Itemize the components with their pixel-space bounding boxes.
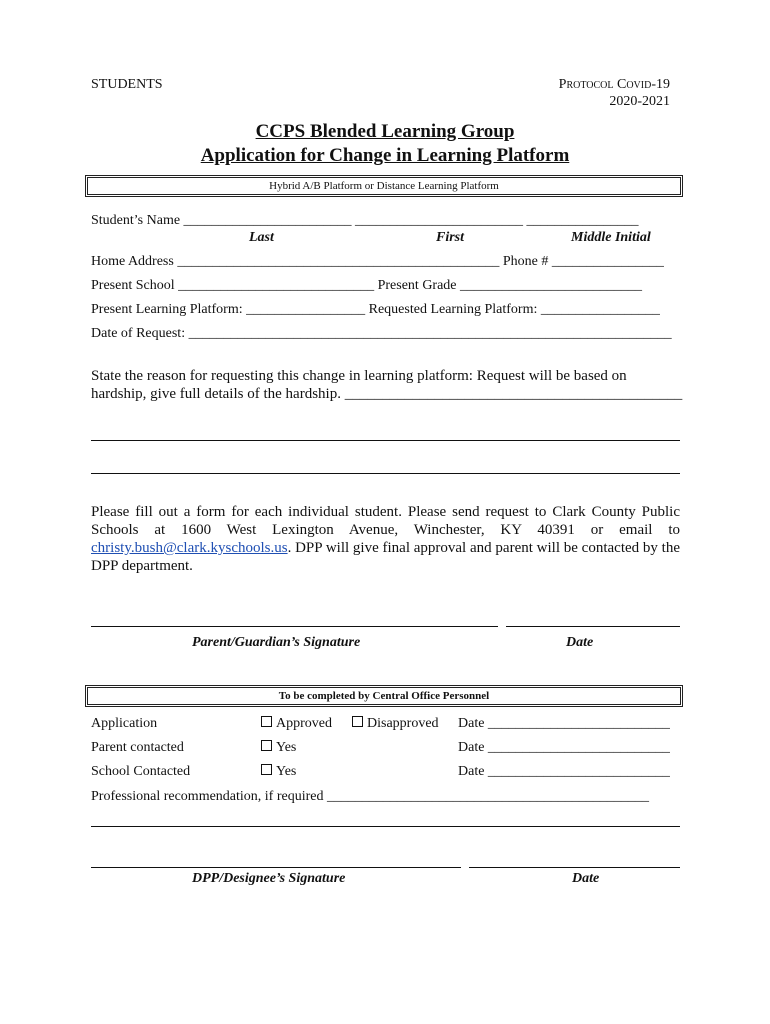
- application-date-field[interactable]: Date __________________________: [458, 716, 670, 731]
- learning-platform-field[interactable]: Present Learning Platform: _________________ Requested Learning Platform: _________________: [91, 302, 660, 317]
- disapproved-label: Disapproved: [367, 716, 439, 731]
- reason-blank-line[interactable]: [91, 440, 680, 441]
- application-label: Application: [91, 716, 158, 731]
- dpp-date-label: Date: [572, 871, 600, 886]
- parent-contacted-checkbox[interactable]: [261, 740, 272, 751]
- reason-prompt-line1: State the reason for requesting this change in learning platform: Request will be based on: [91, 368, 627, 384]
- office-box: [85, 685, 683, 707]
- last-name-caption: Last: [249, 230, 274, 245]
- email-link[interactable]: christy.bush@clark.kyschools.us: [91, 540, 288, 556]
- parent-date-label: Date: [566, 635, 594, 650]
- recommendation-blank-line[interactable]: [91, 826, 680, 827]
- parent-signature-label: Parent/Guardian’s Signature: [192, 635, 361, 650]
- dpp-signature-line[interactable]: [91, 867, 461, 868]
- parent-contacted-option[interactable]: [261, 740, 296, 756]
- school-contacted-option[interactable]: [261, 764, 296, 780]
- instructions-text-end: . DPP will give final approval and parent will be contacted by the DPP department.: [91, 540, 680, 574]
- school-year: 2020-2021: [609, 94, 670, 109]
- platform-box: [85, 175, 683, 197]
- platform-box-text: Hybrid A/B Platform or Distance Learning Platform: [269, 180, 499, 192]
- home-address-field[interactable]: Home Address ______________________________________________ Phone # ________________: [91, 254, 664, 269]
- approved-label: Approved: [276, 716, 332, 731]
- middle-initial-caption: Middle Initial: [571, 230, 651, 245]
- form-title-line1: CCPS Blended Learning Group: [255, 121, 515, 142]
- student-name-field[interactable]: Student’s Name ________________________ ________________________ ________________: [91, 213, 639, 228]
- disapproved-checkbox[interactable]: [352, 716, 363, 727]
- reason-prompt-line2[interactable]: hardship, give full details of the hardship. _____________________________________________: [91, 386, 683, 402]
- protocol-label: Protocol Covid-19: [558, 77, 670, 92]
- approved-checkbox[interactable]: [261, 716, 272, 727]
- yes-label: Yes: [276, 740, 297, 755]
- school-contacted-checkbox[interactable]: [261, 764, 272, 775]
- parent-contacted-date-field[interactable]: Date __________________________: [458, 740, 670, 755]
- dpp-signature-label: DPP/Designee’s Signature: [192, 871, 346, 886]
- approved-option[interactable]: [261, 716, 332, 732]
- present-school-field[interactable]: Present School ____________________________ Present Grade __________________________: [91, 278, 643, 293]
- office-box-text: To be completed by Central Office Personnel: [278, 690, 490, 702]
- date-of-request-field[interactable]: Date of Request: _____________________________________________________________________: [91, 326, 672, 341]
- reason-blank-line[interactable]: [91, 473, 680, 474]
- parent-date-line[interactable]: [506, 626, 680, 627]
- form-title-line2: Application for Change in Learning Platform: [200, 145, 570, 166]
- disapproved-option[interactable]: [352, 716, 439, 732]
- instructions-text: Please fill out a form for each individual student. Please send request to Clark County Public Schools at 1600 West Lexington Avenue, Winchester, KY 40391 or email to: [91, 504, 680, 538]
- dpp-date-line[interactable]: [469, 867, 680, 868]
- professional-recommendation-field[interactable]: Professional recommendation, if required ______________________________________________: [91, 789, 649, 804]
- first-name-caption: First: [436, 230, 465, 245]
- parent-contacted-label: Parent contacted: [91, 740, 184, 755]
- header-section-label: STUDENTS: [91, 77, 163, 92]
- school-contacted-label: School Contacted: [91, 764, 191, 779]
- school-contacted-date-field[interactable]: Date __________________________: [458, 764, 670, 779]
- instructions-paragraph: [91, 503, 680, 575]
- parent-signature-line[interactable]: [91, 626, 498, 627]
- yes-label: Yes: [276, 764, 297, 779]
